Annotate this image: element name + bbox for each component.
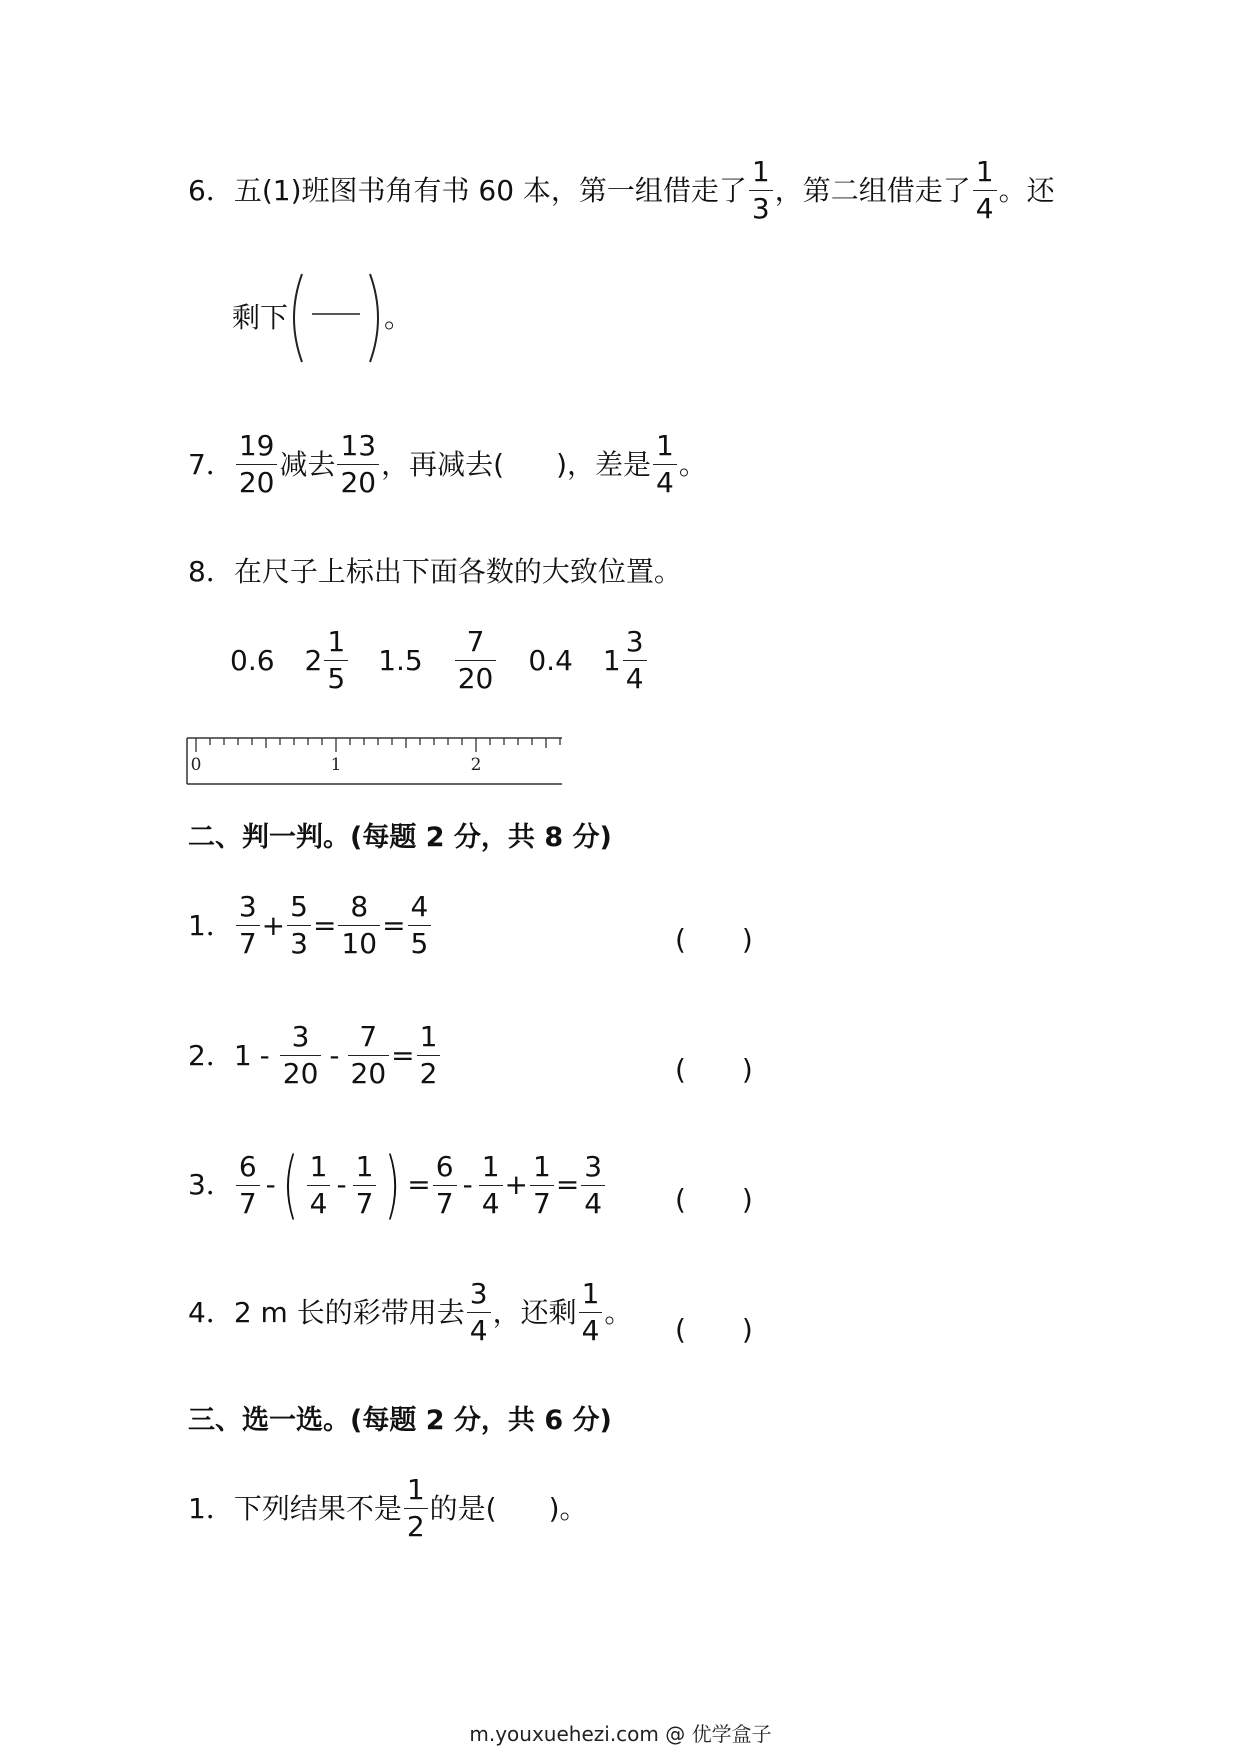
q8-num-1-5: 1.5 bbox=[378, 644, 423, 677]
q7-text3: )，差是 bbox=[556, 447, 651, 481]
q6-text1: 五(1)班图书角有书 60 本，第一组借走了 bbox=[233, 173, 747, 207]
s2-q4-frac-a: $\frac{3}{4}$ bbox=[467, 1280, 491, 1345]
s2-q1-eq2: = bbox=[382, 908, 406, 942]
s2-q3-frac-e: $\frac{1}{4}$ bbox=[479, 1153, 503, 1218]
q7-line bbox=[188, 429, 707, 499]
section2-title: 二、判一判。(每题 2 分，共 8 分) bbox=[188, 822, 612, 853]
q8-number: 8． bbox=[188, 555, 234, 588]
s3-q1-text1: 下列结果不是 bbox=[233, 1491, 402, 1525]
s2-q3-eq1: = bbox=[407, 1168, 431, 1201]
q8-num-mixed-1-3-4: 1 $\frac{3}{4}$ bbox=[603, 628, 649, 693]
q6-answer-fraction-blank[interactable] bbox=[288, 270, 384, 366]
s2-q1-frac-d: $\frac{4}{5}$ bbox=[408, 893, 432, 958]
s2-q2-lead: 1 bbox=[233, 1038, 252, 1072]
s2-q3-left-paren: ( bbox=[282, 1142, 299, 1228]
s2-q2-eq: = bbox=[391, 1038, 415, 1072]
s2-q4-text1: 2 m 长的彩带用去 bbox=[233, 1295, 465, 1329]
s2-q3-frac-g: $\frac{3}{4}$ bbox=[581, 1153, 605, 1218]
s2-q3-line bbox=[188, 1142, 607, 1228]
s2-q3-frac-b: $\frac{1}{4}$ bbox=[307, 1153, 331, 1218]
s3-q1-text3: )。 bbox=[548, 1491, 588, 1525]
q7-fraction-b: $\frac{13}{20}$ bbox=[337, 432, 379, 497]
s2-q4-frac-b: $\frac{1}{4}$ bbox=[579, 1280, 603, 1345]
q7-fraction-c: $\frac{1}{4}$ bbox=[653, 432, 677, 497]
s2-q3-eq2: = bbox=[555, 1168, 580, 1201]
s2-q4-answer-blank[interactable]: ( ) bbox=[675, 1313, 753, 1346]
s2-q4-line bbox=[188, 1277, 633, 1347]
section3-title: 三、选一选。(每题 2 分，共 6 分) bbox=[188, 1405, 612, 1436]
q6-line2-text: 剩下 bbox=[232, 301, 289, 334]
ruler-label-0: 0 bbox=[190, 755, 202, 775]
s2-q2-op1: - bbox=[259, 1038, 270, 1072]
s2-q3-op2: - bbox=[336, 1168, 347, 1201]
s2-q3-op1: - bbox=[265, 1168, 276, 1201]
q6-fraction-1: $\frac{1}{3}$ bbox=[749, 158, 773, 223]
ruler-label-1: 1 bbox=[330, 755, 342, 775]
q7-text4: 。 bbox=[678, 447, 707, 481]
s2-q1-number: 1． bbox=[188, 908, 234, 942]
s2-q3-number: 3． bbox=[188, 1168, 234, 1201]
q7-text2: ，再减去( bbox=[381, 447, 505, 481]
s3-q1-line bbox=[188, 1473, 588, 1543]
s3-q1-number: 1． bbox=[188, 1491, 234, 1525]
s2-q3-answer-blank[interactable]: ( ) bbox=[675, 1183, 753, 1216]
q7-text1: 减去 bbox=[279, 447, 336, 481]
s2-q2-number: 2． bbox=[188, 1038, 234, 1072]
s2-q2-frac-b: $\frac{7}{20}$ bbox=[348, 1023, 390, 1088]
q8-num-0-4: 0.4 bbox=[528, 644, 573, 677]
q8-num-mixed-2-1-5: 2 $\frac{1}{5}$ bbox=[305, 628, 351, 693]
q8-num-0-6: 0.6 bbox=[230, 644, 275, 677]
s2-q1-line bbox=[188, 890, 433, 960]
s2-q1-op: + bbox=[261, 908, 286, 942]
s2-q3-frac-c: $\frac{1}{7}$ bbox=[353, 1153, 377, 1218]
s3-q1-frac: $\frac{1}{2}$ bbox=[404, 1476, 428, 1541]
s2-q1-frac-c: $\frac{8}{10}$ bbox=[338, 893, 380, 958]
s2-q1-eq1: = bbox=[312, 908, 337, 942]
q7-number: 7． bbox=[188, 447, 234, 481]
s2-q1-answer-blank[interactable]: ( ) bbox=[675, 923, 753, 956]
s2-q3-op4: + bbox=[504, 1168, 528, 1201]
s2-q3-frac-a: $\frac{6}{7}$ bbox=[236, 1153, 260, 1218]
q6-fraction-2: $\frac{1}{4}$ bbox=[973, 158, 997, 223]
s2-q1-frac-a: $\frac{3}{7}$ bbox=[236, 893, 260, 958]
s2-q2-frac-a: $\frac{3}{20}$ bbox=[280, 1023, 322, 1088]
s2-q4-text3: 。 bbox=[604, 1295, 633, 1329]
q8-num-7-20: $\frac{7}{20}$ bbox=[453, 628, 499, 693]
q6-line2-end: 。 bbox=[384, 301, 413, 334]
ruler-label-2: 2 bbox=[470, 755, 482, 775]
s2-q3-op3: - bbox=[462, 1168, 473, 1201]
q6-line1 bbox=[188, 155, 1055, 225]
s2-q2-line bbox=[188, 1020, 442, 1090]
s2-q4-text2: ，还剩 bbox=[492, 1295, 577, 1329]
q6-number: 6． bbox=[188, 173, 234, 207]
s2-q3-frac-d: $\frac{6}{7}$ bbox=[433, 1153, 457, 1218]
q8-number-list bbox=[230, 625, 649, 695]
s2-q1-frac-b: $\frac{5}{3}$ bbox=[287, 893, 311, 958]
q6-text3: 。还 bbox=[998, 173, 1055, 207]
s3-q1-text2: 的是( bbox=[429, 1491, 497, 1525]
q8-line bbox=[188, 555, 682, 588]
s2-q2-frac-c: $\frac{1}{2}$ bbox=[417, 1023, 441, 1088]
q6-line2 bbox=[232, 270, 412, 366]
s2-q3-right-paren: ) bbox=[384, 1142, 401, 1228]
s2-q4-number: 4． bbox=[188, 1295, 234, 1329]
s2-q2-op2: - bbox=[329, 1038, 340, 1072]
footer-watermark: m.youxuehezi.com @ 优学盒子 bbox=[469, 1722, 772, 1746]
ruler[interactable] bbox=[186, 736, 566, 786]
s2-q2-answer-blank[interactable]: ( ) bbox=[675, 1053, 753, 1086]
s2-q3-frac-f: $\frac{1}{7}$ bbox=[530, 1153, 554, 1218]
q7-fraction-a: $\frac{19}{20}$ bbox=[236, 432, 278, 497]
q6-text2: ，第二组借走了 bbox=[774, 173, 971, 207]
q8-text: 在尺子上标出下面各数的大致位置。 bbox=[233, 555, 682, 588]
